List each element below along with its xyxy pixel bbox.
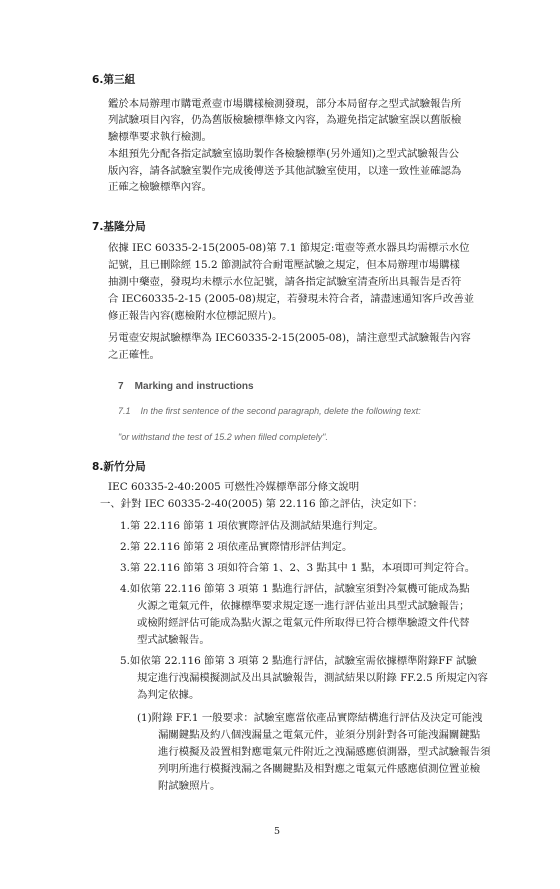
section-8-item-cont: 型式試驗報告。 [137, 634, 210, 646]
section-8-subitem-cont: 附試驗照片。 [158, 780, 221, 792]
english-clause-text: "or withstand the test of 15.2 when filled completely". [118, 432, 329, 442]
section-7-line: 合 IEC60335-2-15 (2005-08)規定，若發現未符合者，請盡速通知客戶改善並 [108, 293, 475, 305]
section-7-line: 記號，且已刪除經 15.2 節測試符合耐電壓試驗之規定，但本局辦理市場購樣 [108, 259, 460, 271]
section-6-line: 列試驗項目內容，仍為舊版檢驗標準條文內容，為避免指定試驗室誤以舊版檢 [108, 114, 462, 126]
section-8-heading: 8.新竹分局 [92, 461, 146, 473]
page-number: 5 [274, 826, 281, 837]
section-8-item: 2.第 22.116 節第 2 項依產品實際情形評估判定。 [120, 541, 353, 553]
section-8-item: 4.如依第 22.116 節第 3 項第 1 點進行評估，試驗室須對冷氣機可能成為點 [120, 583, 470, 595]
section-6-line: 版內容，請各試驗室製作完成後傳送予其他試驗室使用，以達一致性並確認為 [108, 165, 462, 177]
english-clause-text: 7.1 In the first sentence of the second paragraph, delete the following text: [118, 406, 421, 416]
section-8-item-cont: 為判定依據。 [137, 689, 200, 701]
section-7-line: 修正報告內容(應檢附水位標記照片)。 [108, 310, 283, 322]
section-7-line: 另電壺安規試驗標準為 IEC60335-2-15(2005-08)，請注意型式試驗報告內容 [108, 332, 471, 344]
section-6-line: 鑑於本局辦理市購電煮壺市場購樣檢測發現，部分本局留存之型式試驗報告所 [108, 98, 462, 110]
section-8-subitem-cont: 列明所進行模擬洩漏之各關鍵點及相對應之電氣元件感應偵測位置並檢 [158, 763, 481, 775]
section-8-subitem: (1)附錄 FF.1 一般要求：試驗室應當依產品實際結構進行評估及決定可能洩 [137, 712, 483, 724]
section-8-item-cont: 規定進行洩漏模擬測試及出具試驗報告，測試結果以附錄 FF.2.5 所規定內容 [137, 672, 488, 684]
section-8-line: IEC 60335-2-40:2005 可燃性冷媒標準部分條文說明 [108, 481, 360, 493]
section-6-line: 本組預先分配各指定試驗室協助製作各檢驗標準(另外通知)之型式試驗報告公 [108, 148, 459, 160]
section-6-line: 正確之檢驗標準內容。 [108, 181, 212, 193]
section-8-line: 一、針對 IEC 60335-2-40(2005) 第 22.116 節之評估，決定如下： [100, 498, 423, 510]
section-8-subitem-cont: 進行模擬及設置相對應電氣元件附近之洩漏感應偵測器，型式試驗報告須 [158, 746, 491, 758]
section-7-line: 之正確性。 [108, 349, 160, 361]
section-6-heading: 6.第三組 [92, 74, 136, 86]
section-8-item: 5.如依第 22.116 節第 3 項第 2 點進行評估，試驗室需依據標準附錄FF 試驗 [120, 655, 477, 667]
section-8-item-cont: 火源之電氣元件，依據標準要求規定逐一進行評估並出具型式試驗報告； [137, 600, 470, 612]
english-clause-heading: 7 Marking and instructions [118, 381, 254, 392]
section-7-line: 抽測中藥壺，發現均未標示水位記號，請各指定試驗室清查所出具報告是否符 [108, 276, 462, 288]
section-8-subitem-cont: 漏關鍵點及約八個洩漏量之電氣元件，並須分別針對各可能洩漏關鍵點 [158, 729, 481, 741]
section-8-item: 1.第 22.116 節第 1 項依實際評估及測試結果進行判定。 [120, 520, 384, 532]
section-8-item-cont: 或檢附經評估可能成為點火源之電氣元件所取得已符合標準驗證文件代替 [137, 617, 470, 629]
section-8-item: 3.第 22.116 節第 3 項如符合第 1、2、3 點其中 1 點，本項即可判定符合。 [120, 562, 476, 574]
section-7-heading: 7.基隆分局 [92, 221, 146, 233]
section-7-line: 依據 IEC 60335-2-15(2005-08)第 7.1 節規定:電壺等煮水器具均需標示水位 [108, 242, 470, 254]
section-6-line: 驗標準要求執行檢測。 [108, 131, 212, 143]
